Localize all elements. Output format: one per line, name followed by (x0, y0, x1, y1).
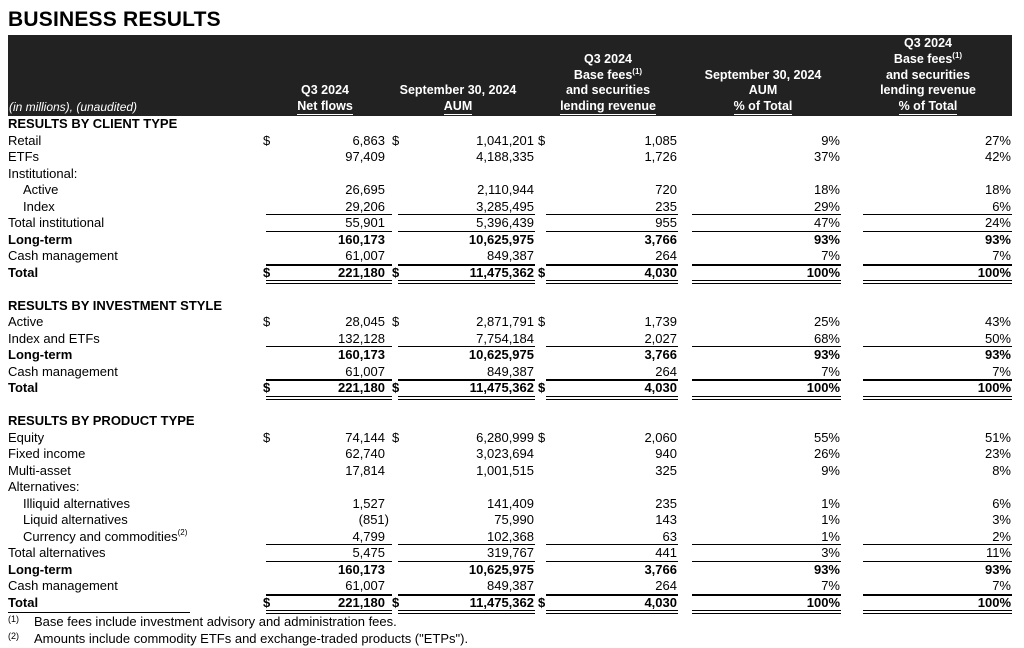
table-cell: 11,475,362 (469, 594, 534, 610)
table-cell: 93% (813, 347, 840, 362)
row-label: Alternatives: (8, 479, 80, 494)
row-label: Cash management (8, 578, 118, 593)
dollar-sign: $ (263, 314, 271, 329)
table-cell: 264 (655, 578, 677, 593)
table-cell: 97,409 (345, 149, 385, 164)
table-cell: 7% (992, 363, 1011, 379)
header-base-fees-pct: Q3 2024 Base fees$^{(1)}$ and securities lending revenue % of Total (880, 36, 976, 114)
table-cell: 2,110,944 (477, 182, 534, 197)
table-cell: 7% (821, 578, 840, 593)
table-row (8, 133, 1012, 150)
row-rule (692, 595, 841, 596)
table-row (8, 463, 1012, 480)
table-cell: 93% (984, 231, 1011, 247)
row-label: Index and ETFs (8, 330, 100, 346)
table-cell: 3% (821, 545, 840, 560)
dollar-sign: $ (538, 314, 546, 329)
table-cell: 100% (977, 594, 1011, 610)
table-cell: 100% (977, 380, 1011, 395)
dollar-sign: $ (538, 132, 546, 148)
table-cell: 1,001,515 (476, 462, 534, 478)
dollar-sign: $ (538, 380, 546, 395)
footnote-2: (2) Amounts include commodity ETFs and exchange-traded products ("ETPs"). (8, 631, 469, 646)
table-row (8, 595, 1012, 612)
table-cell: 29,206 (345, 198, 385, 214)
header-net-flows: Q3 2024 Net flows (297, 83, 353, 114)
table-cell: 100% (977, 264, 1011, 280)
total-double-rule (692, 610, 841, 614)
row-label: Currency and commodities$^{(2)}$ (23, 527, 188, 544)
table-cell: 6,280,999 (476, 429, 534, 445)
table-row (8, 199, 1012, 216)
header-base-fees: Q3 2024 Base fees$^{(1)}$ and securities lending revenue (560, 51, 656, 114)
table-cell: 1,041,201 (476, 132, 534, 148)
table-row (8, 479, 1012, 496)
table-cell: 62,740 (345, 446, 385, 461)
table-cell: 93% (984, 561, 1011, 577)
table-cell: 25% (813, 314, 840, 329)
table-cell: 9% (821, 132, 840, 148)
table-row (8, 232, 1012, 249)
table-cell: 955 (655, 215, 677, 230)
row-rule (266, 380, 392, 381)
footnote-1: (1) Base fees include investment advisory and administration fees. (8, 614, 397, 629)
table-cell: 29% (813, 198, 840, 214)
table-row (8, 166, 1012, 183)
table-cell: 10,625,975 (468, 231, 534, 247)
row-label: Equity (8, 429, 45, 445)
dollar-sign: $ (263, 380, 271, 395)
table-cell: 55,901 (345, 215, 385, 230)
table-cell: 37% (813, 149, 840, 164)
row-label: Total institutional (8, 215, 105, 230)
dollar-sign: $ (263, 594, 271, 610)
page-title: BUSINESS RESULTS (8, 8, 221, 31)
row-label: Institutional: (8, 165, 78, 181)
table-row (8, 265, 1012, 282)
table-cell: 10,625,975 (468, 561, 534, 577)
table-cell: 940 (655, 446, 677, 461)
table-cell: 4,030 (644, 264, 677, 280)
row-rule (692, 380, 841, 381)
table-cell: 325 (655, 462, 677, 478)
table-cell: 1,726 (644, 149, 677, 164)
row-label: Active (23, 182, 59, 197)
table-cell: 61,007 (345, 248, 385, 263)
table-header (8, 35, 1012, 116)
table-cell: 6,863 (352, 132, 385, 148)
table-cell: 235 (655, 495, 677, 511)
table-cell: 42% (984, 149, 1011, 164)
table-cell: 2% (992, 528, 1011, 544)
row-label: Index (23, 198, 55, 214)
table-cell: 849,387 (487, 248, 534, 263)
table-row (8, 331, 1012, 348)
table-cell: 221,180 (338, 380, 385, 395)
footnote-marker: (1) (632, 66, 643, 76)
dollar-sign: $ (392, 132, 400, 148)
table-row (8, 149, 1012, 166)
table-cell: 264 (655, 248, 677, 263)
table-row (8, 512, 1012, 529)
table-cell: 3,285,495 (476, 198, 534, 214)
section-title: RESULTS BY PRODUCT TYPE (8, 413, 195, 428)
table-cell: 100% (806, 380, 840, 395)
row-label: Total alternatives (8, 545, 106, 560)
dollar-sign: $ (263, 132, 271, 148)
table-cell: 319,767 (487, 545, 534, 560)
table-cell: 23% (984, 446, 1011, 461)
footnote-divider (8, 612, 190, 613)
table-row (8, 496, 1012, 513)
row-label: Total (8, 264, 39, 280)
table-row (8, 446, 1012, 463)
table-cell: 1% (821, 512, 840, 527)
row-rule (398, 595, 535, 596)
table-row (8, 380, 1012, 397)
row-label: Total (8, 594, 39, 610)
table-cell: 1% (821, 528, 840, 544)
table-row (8, 364, 1012, 381)
dollar-sign: $ (538, 264, 546, 280)
results-table (8, 116, 1012, 611)
row-rule (546, 595, 678, 596)
total-double-rule (863, 610, 1012, 614)
table-cell: 18% (813, 182, 840, 197)
table-cell: 143 (655, 512, 677, 527)
row-rule (546, 380, 678, 381)
dollar-sign: $ (392, 380, 400, 395)
row-label: Multi-asset (8, 462, 71, 478)
dollar-sign: $ (263, 264, 271, 280)
dollar-sign: $ (538, 594, 546, 610)
row-rule (692, 265, 841, 266)
table-cell: 1,739 (644, 314, 677, 329)
table-cell: 4,188,335 (476, 149, 534, 164)
row-label: Long-term (8, 561, 73, 577)
table-cell: 27% (984, 132, 1011, 148)
table-cell: 6% (992, 198, 1011, 214)
total-double-rule (546, 610, 678, 614)
table-cell: 47% (813, 215, 840, 230)
table-row (8, 578, 1012, 595)
table-cell: 3,023,694 (476, 446, 534, 461)
units-note: (in millions), (unaudited) (9, 100, 138, 114)
table-cell: 75,990 (494, 512, 534, 527)
footnote-marker: (2) (177, 527, 188, 537)
table-row (8, 347, 1012, 364)
table-cell: 221,180 (338, 264, 385, 280)
table-cell: 26,695 (345, 182, 385, 197)
table-cell: 3,766 (644, 347, 677, 362)
table-row (8, 248, 1012, 265)
table-row (8, 562, 1012, 579)
row-rule (398, 265, 535, 266)
table-cell: 74,144 (345, 429, 385, 445)
section-spacer (8, 397, 1012, 414)
table-cell: 4,799 (352, 528, 385, 544)
table-row (8, 430, 1012, 447)
table-cell: 221,180 (338, 594, 385, 610)
row-label: Cash management (8, 248, 118, 263)
table-cell: 4,030 (644, 380, 677, 395)
row-label: ETFs (8, 149, 40, 164)
table-row (8, 314, 1012, 331)
row-label: Active (8, 314, 44, 329)
table-cell: 132,128 (338, 330, 385, 346)
table-cell: 93% (813, 231, 840, 247)
row-label: Long-term (8, 347, 73, 362)
table-cell: 235 (655, 198, 677, 214)
table-cell: 141,409 (487, 495, 534, 511)
row-rule (863, 595, 1012, 596)
table-cell: 264 (655, 363, 677, 379)
table-cell: 4,030 (644, 594, 677, 610)
table-cell: 61,007 (345, 363, 385, 379)
table-cell: 7% (821, 248, 840, 263)
table-cell: 2,871,791 (476, 314, 534, 329)
section-spacer (8, 281, 1012, 298)
table-cell: 160,173 (338, 231, 385, 247)
row-rule (266, 265, 392, 266)
table-cell: 102,368 (487, 528, 534, 544)
table-cell: 9% (821, 462, 840, 478)
table-cell: 10,625,975 (468, 347, 534, 362)
table-cell: 26% (813, 446, 840, 461)
row-label: Illiquid alternatives (23, 495, 130, 511)
table-row (8, 182, 1012, 199)
table-cell: 2,060 (644, 429, 677, 445)
table-cell: 43% (984, 314, 1011, 329)
dollar-sign: $ (392, 429, 400, 445)
dollar-sign: $ (392, 314, 400, 329)
header-aum: September 30, 2024 AUM (399, 83, 517, 114)
table-cell: 1% (821, 495, 840, 511)
table-cell: 5,396,439 (476, 215, 534, 230)
table-cell: 160,173 (338, 347, 385, 362)
table-row (8, 215, 1012, 232)
table-cell: 3,766 (644, 231, 677, 247)
table-cell: 849,387 (487, 363, 534, 379)
table-cell: 93% (813, 561, 840, 577)
dollar-sign: $ (392, 264, 400, 280)
table-cell: 11,475,362 (469, 380, 534, 395)
table-cell: 11% (985, 545, 1011, 560)
header-aum-pct: September 30, 2024 AUM % of Total (704, 67, 822, 114)
dollar-sign: $ (392, 594, 400, 610)
section-title: RESULTS BY CLIENT TYPE (8, 116, 178, 131)
row-label: Liquid alternatives (23, 512, 128, 527)
row-label: Cash management (8, 363, 118, 379)
table-cell: (851) (358, 512, 389, 527)
section-title: RESULTS BY INVESTMENT STYLE (8, 297, 223, 313)
table-cell: 24% (984, 215, 1011, 230)
table-cell: 28,045 (345, 314, 385, 329)
table-cell: 1,085 (644, 132, 677, 148)
table-cell: 93% (984, 347, 1011, 362)
table-cell: 100% (806, 594, 840, 610)
dollar-sign: $ (263, 429, 271, 445)
table-cell: 160,173 (338, 561, 385, 577)
table-cell: 61,007 (345, 578, 385, 593)
table-cell: 17,814 (345, 462, 385, 478)
table-cell: 2,027 (644, 330, 677, 346)
row-label: Long-term (8, 231, 73, 247)
table-cell: 3% (992, 512, 1011, 527)
table-cell: 11,475,362 (469, 264, 534, 280)
table-row (8, 545, 1012, 562)
table-cell: 8% (992, 462, 1011, 478)
row-label: Total (8, 380, 39, 395)
table-cell: 68% (813, 330, 840, 346)
table-cell: 5,475 (352, 545, 385, 560)
row-rule (398, 380, 535, 381)
table-cell: 7% (992, 578, 1011, 593)
table-cell: 50% (984, 330, 1011, 346)
row-rule (266, 595, 392, 596)
table-cell: 7% (992, 248, 1011, 263)
table-cell: 18% (984, 182, 1011, 197)
dollar-sign: $ (538, 429, 546, 445)
row-rule (546, 265, 678, 266)
table-cell: 720 (655, 182, 677, 197)
table-cell: 55% (813, 429, 840, 445)
row-rule (863, 265, 1012, 266)
table-cell: 63 (662, 528, 677, 544)
row-label: Retail (8, 132, 42, 148)
table-row (8, 529, 1012, 546)
table-cell: 849,387 (487, 578, 534, 593)
table-cell: 441 (655, 545, 677, 560)
table-cell: 51% (984, 429, 1011, 445)
table-cell: 1,527 (352, 495, 385, 511)
table-cell: 7,754,184 (476, 330, 534, 346)
row-label: Fixed income (8, 446, 86, 461)
table-cell: 3,766 (644, 561, 677, 577)
table-cell: 7% (821, 363, 840, 379)
row-rule (863, 380, 1012, 381)
total-double-rule (398, 610, 535, 614)
table-cell: 6% (992, 495, 1011, 511)
table-cell: 100% (806, 264, 840, 280)
